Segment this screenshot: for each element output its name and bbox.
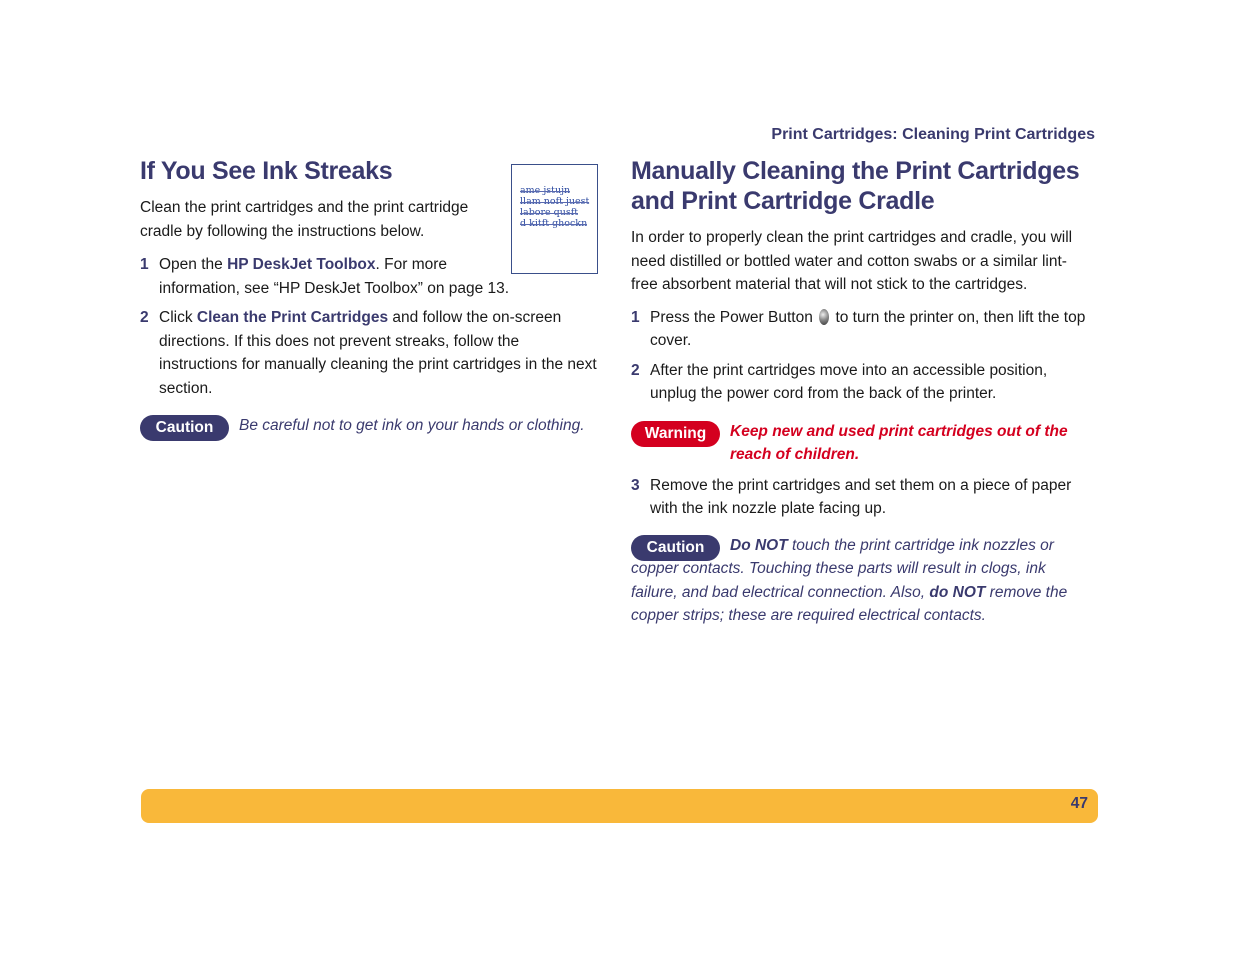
caution-emphasis: do NOT [929,583,986,601]
ink-streaks-intro: Clean the print cartridges and the print cartridge cradle by following the instructions below. [140,199,469,240]
step-number: 1 [140,256,149,273]
caution-emphasis: Do NOT [730,536,788,554]
step-text: Click [159,309,197,326]
warning-text: Keep new and used print cartridges out of the reach of children. [730,422,1068,463]
power-button-icon [819,309,829,325]
step-text: Remove the print cartridges and set them on a piece of paper with the ink nozzle plate facing up. [650,476,1072,517]
section-title-ink-streaks: If You See Ink Streaks [140,157,393,185]
streaked-print-sample-image [511,164,598,274]
step-number: 1 [631,308,640,326]
manual-step-1 [631,306,1100,353]
step-text: and follow the on-screen directions. If this does not prevent streaks, follow the instructions for manually cleaning the print cartridges in the next section. [159,309,597,397]
title-line-1: Manually Cleaning the Print Cartridges [631,157,1080,185]
sample-line: labore qusft [520,207,579,218]
caution-notice-contacts [631,534,1099,628]
sample-line: ame jstujn [520,185,571,196]
caution-badge: Caution [140,415,229,441]
caution-text-part: remove the copper strips; these are required electrical contacts. [631,583,1068,624]
caution-text-part: touch the print cartridge ink nozzles or copper contacts. Touching these parts will result in clogs, ink failure, and bad electrical connection. Also, [631,536,1054,601]
ink-streaks-step-1 [140,253,519,300]
caution-notice-ink [140,414,600,438]
hp-deskjet-toolbox-link[interactable]: HP DeskJet Toolbox [227,256,376,273]
footer-bar [141,789,1098,823]
sample-line: llam noft juest [520,196,590,207]
step-number: 2 [631,361,640,379]
step-text: Press the Power Button [650,308,818,326]
section-title-manual-cleaning [631,156,1099,216]
manual-step-2 [631,359,1090,406]
step-text: to turn the printer on, then lift the top cover. [650,308,1086,349]
page-number: 47 [1070,795,1088,812]
step-text: Open the [159,256,228,273]
step-text: After the print cartridges move into an accessible position, unplug the power cord from the back of the printer. [650,361,1048,402]
sample-line: d kitft ghockn [520,218,588,229]
ink-streaks-step-2 [140,306,599,400]
manual-step-3 [631,474,1090,521]
manual-cleaning-intro: In order to properly clean the print cartridges and cradle, you will need distilled or bottled water and cotton swabs or a similar lint-free absorbent material that will not stick to the cartridges. [631,229,1073,293]
caution-text: Be careful not to get ink on your hands or clothing. [239,417,585,434]
title-line-2: and Print Cartridge Cradle [631,187,935,215]
running-header: Print Cartridges: Cleaning Print Cartridges [771,126,1095,143]
caution-badge: Caution [631,535,720,561]
right-column [631,156,1099,628]
step-number: 3 [631,476,640,494]
step-text: . For more information, see “HP DeskJet Toolbox” on page 13. [159,256,510,297]
step-number: 2 [140,309,149,326]
warning-notice [631,420,1099,467]
clean-print-cartridges-link[interactable]: Clean the Print Cartridges [196,309,389,326]
warning-badge: Warning [631,421,720,447]
